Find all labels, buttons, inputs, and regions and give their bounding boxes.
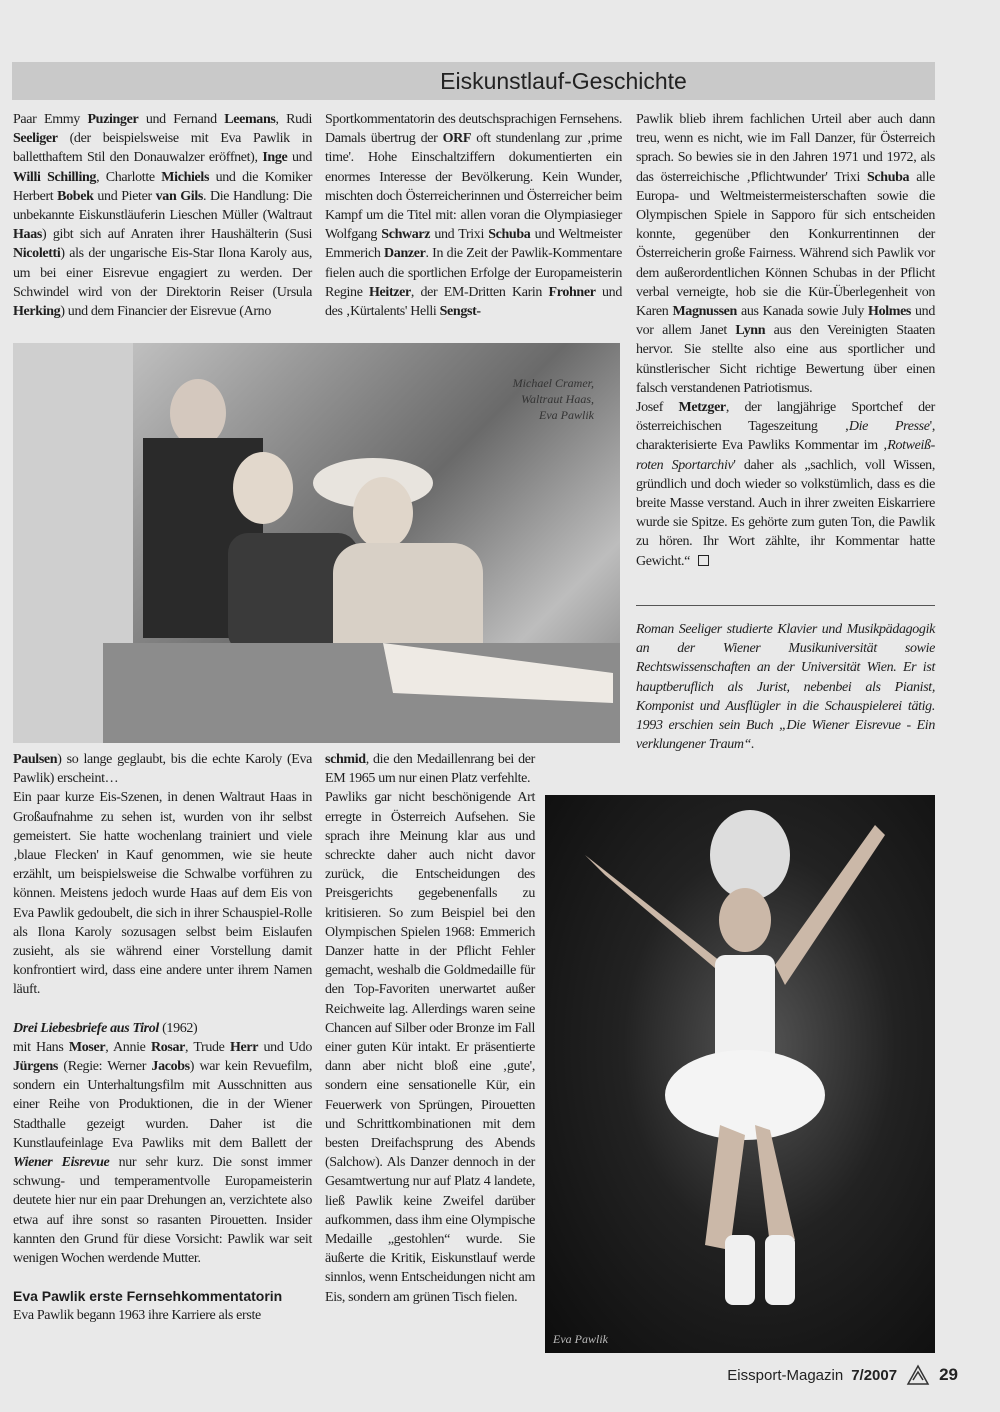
bold-name: Nicoletti	[13, 246, 61, 262]
text-run: aus Kanada sowie July	[736, 304, 869, 320]
paragraph	[325, 110, 622, 321]
bold-name: Sengst-	[439, 304, 481, 320]
text-run: Die Presse	[848, 419, 930, 435]
text-run: nur sehr kurz. Die sonst immer schwung- und temperamentvolle Europameisterin deutete hier nur ein paar Drehungen an, verzichtete also etwa auf ihre sonst so rasanten Pirouetten. Insider kannten den Grund für diese Vorsicht: Pawlik war seit wenigen Wochen werdende Mutter.	[13, 1155, 312, 1267]
paragraph	[13, 110, 312, 321]
text-run: , der langjährige Sportchef der österreichischen Tageszeitung ‚	[636, 400, 935, 435]
bold-name: Holmes	[868, 304, 912, 320]
bold-name: van Gils	[155, 188, 203, 204]
text-run: aus den Vereinigten Staaten hervor. Sie stellte also eine aus sportlicher und künstlerischer Sicht richtige Bewertung über einen falsch verstandenen Patriotismus.	[636, 323, 935, 396]
text-run: Pawlik blieb ihrem fachlichen Urteil aber auch dann treu, wenn es nicht, wie im Fall Danzer, für Österreich sprach. So bewies sie in den Jahren 1971 und 1972, als das österreichische ‚Pflichtwunder' Trixi	[636, 112, 935, 185]
column-1-bottom	[13, 750, 312, 1325]
page-number: 29	[939, 1365, 958, 1384]
bold-name: Herking	[13, 304, 61, 320]
text-run: und Udo	[258, 1039, 312, 1055]
text-run: , Charlotte	[96, 169, 162, 185]
column-2-bottom	[325, 750, 535, 1307]
bold-name: Lynn	[735, 323, 766, 339]
text-run: , Trude	[184, 1039, 230, 1055]
text-run: ', charakterisierte Eva Pawliks Kommentar im ‚	[636, 419, 935, 454]
bold-name: Bobek	[57, 188, 94, 204]
bold-name: Drei Liebesbriefe aus Tirol	[13, 1020, 159, 1036]
text-run: alle Europa- und Weltmeistermeisterschaften sowie die Olympischen Spiele in Sapporo für sich entscheiden konnte, gegenüber den Konkurrentinnen der Österreicherin große Fairness. Während sich Pawlik vor dem außerordentlichen Können Schubas in der Pflicht verbal verneigte, hob sie die Kür-Überlegenheit von Karen	[636, 169, 935, 320]
bold-name: Puzinger	[87, 112, 139, 127]
bold-name: Herr	[229, 1039, 259, 1055]
bold-name: schmid	[325, 752, 366, 767]
text-run: , Rudi	[275, 112, 312, 127]
text-run: , der EM-Dritten Karin	[410, 284, 549, 300]
bold-name: Rosar	[150, 1039, 185, 1055]
caption-line: Eva Pawlik	[539, 408, 594, 422]
bold-name: Heitzer	[369, 284, 411, 300]
bold-name: Paulsen	[13, 752, 58, 767]
paragraph	[13, 1038, 312, 1268]
bold-name: Metzger	[678, 400, 726, 416]
column-3	[636, 110, 935, 571]
text-run: und	[287, 150, 312, 166]
text-run: ) als der ungarische Eis-Star Ilona Karoly aus, um bei einer Eisrevue engagiert zu werden. Der Schwindel wird von der Direktorin Reiser (Ursula	[13, 246, 312, 300]
text-run: und Pieter	[93, 188, 156, 204]
text-run: mit Hans	[13, 1039, 69, 1055]
bold-name: Seeliger	[13, 131, 58, 147]
bold-name: Jürgens	[13, 1059, 58, 1075]
text-run: und Fernand	[138, 112, 225, 127]
end-mark-icon	[698, 555, 709, 566]
skater-photo	[545, 795, 935, 1353]
magazine-name: Eissport-Magazin	[727, 1366, 844, 1384]
paragraph	[325, 788, 535, 1306]
magazine-logo-icon	[905, 1362, 931, 1388]
paragraph	[636, 398, 935, 571]
text-run: Paar Emmy	[13, 112, 88, 127]
bold-name: Schuba	[488, 227, 531, 243]
column-2-top	[325, 110, 622, 321]
issue-number: 7/2007	[851, 1366, 898, 1384]
text-run: (der beispielsweise mit Eva Pawlik in balletthaftem Stil den Donauwalzer eröffnet),	[13, 131, 312, 166]
paragraph: Eva Pawlik begann 1963 ihre Karriere als erste	[13, 1308, 261, 1324]
section-heading: Eva Pawlik erste Fernsehkommentatorin	[13, 1288, 283, 1305]
text-run: und Trixi	[430, 227, 489, 243]
text-run: und die Komiker Herbert	[13, 169, 313, 204]
text-run: (Regie: Werner	[58, 1059, 152, 1075]
photo-caption: Eva Pawlik	[553, 1332, 608, 1346]
bold-name: Jacobs	[151, 1059, 190, 1075]
paragraph	[636, 110, 935, 398]
text-run: und des ‚Kürtalents' Helli	[325, 284, 622, 320]
text-run: Ein paar kurze Eis-Szenen, in denen Waltraut Haas in Großaufnahme zu sehen ist, wurden von ihr selbst gemeistert. Sie hatte wochenlang trainiert und viele ‚blaue Flecken' in Kauf genommen, wie sie heute erzählt, um beispielsweise die Schwalbe vorführen zu können. Meistens jedoch wurde Haas auf dem Eis von Eva Pawlik gedoubelt, die sich in ihrer Schauspiel-Rolle als Ilona Karoly sozusagen selbst beim Eislaufen zusieht, als sie während einer Vorstellung damit konfrontiert wird, dass eine andere unter ihrem Namen läuft.	[13, 790, 312, 998]
section-title: Eiskunstlauf-Geschichte	[440, 68, 687, 94]
photo-caption	[513, 375, 594, 423]
page-footer	[727, 1362, 958, 1388]
text-run: ) war kein Revuefilm, sondern ein Unterhaltungsfilm mit Ausschnitten aus einer Reihe von Produktionen, die in der Wiener Stadthalle gezeigt wurden. Daher ist die Kunstlaufeinlage Eva Pawliks mit dem Ballett der	[13, 1059, 312, 1151]
author-bio-text: Roman Seeliger studierte Klavier und Musikpädagogik an der Wiener Musikuniversität sowie Rechtswissenschaften an der Universität Wien. Er ist hauptberuflich als Jurist, nebenbei als Pianist, Komponist und Ausflügler in die Schauspielerei tätig. 1993 erschien sein Buch „Die Wiener Eisrevue - Ein verklungener Traum“.	[636, 622, 935, 753]
bold-name: Michiels	[161, 169, 210, 185]
bold-name: Willi Schilling	[13, 169, 97, 185]
column-1-top	[13, 110, 312, 321]
text-run: Pawliks gar nicht beschönigende Art erregte in Österreich Aufsehen. Sie sprach ihre Meinung klar aus und schreckte daher auch nicht davor zurück, die Entscheidungen des Preisgerichts gegebenenfalls zu kritisieren. So zum Beispiel bei den Olympischen Spielen 1968: Emmerich Danzer hatte in der Pflicht Fehler gemacht, weshalb die Goldmedaille für den Top-Favoriten unerwartet außer Reichweite lag. Allerdings waren seine Chancen auf Silber oder Bronze im Fall einer guten Kür intakt. Er präsentierte dann aber nicht bloß eine ‚gute', sondern eine sensationelle Kür, ein Feuerwerk von Sprüngen, Pirouetten und Schrittkombinationen mit dem besten Dreifachsprung des Abends (Salchow). Als Danzer dennoch in der Gesamtwertung nur auf Platz 4 landete, ließ Pawlik keine Zweifel darüber aufkommen, dass ihm eine Olympische Medaille „gestohlen“ wurde. Sie äußerte die Kritik, Eiskunstlauf werde sinnlos, wenn Entscheidungen nicht am Eis, sondern am grünen Tisch fielen.	[325, 790, 535, 1305]
text-run: . Die Handlung: Die unbekannte Eiskunstläuferin Lieschen Müller (Waltraut	[13, 188, 313, 224]
text-run: ) und dem Financier der Eisrevue (Arno	[60, 304, 271, 320]
text-run: , die den Medaillenrang bei der EM 1965 um nur einen Platz verfehlte.	[325, 752, 535, 787]
section-header	[12, 62, 935, 100]
text-run: ) so lange geglaubt, bis die echte Karoly (Eva Pawlik) erscheint…	[13, 752, 312, 787]
caption-line: Waltraut Haas,	[521, 392, 594, 406]
photo-illustration	[545, 795, 935, 1353]
text-run: Josef	[636, 400, 679, 416]
bold-name: Moser	[68, 1039, 106, 1055]
text-run: oft stundenlang zur ‚prime time'. Hohe Einschaltziffern dokumentierten ein enormes Interesse der Bevölkerung. Kein Wunder, mischten doch Österreicherinnen und Österreicher beim Kampf um die Titel mit: allen voran die Olympiasieger Wolfgang	[325, 131, 623, 243]
caption-line: Michael Cramer,	[512, 376, 594, 390]
bold-name: Magnussen	[672, 304, 737, 320]
bold-name: Leemans	[224, 112, 276, 127]
bold-name: Haas	[13, 227, 42, 243]
paragraph	[13, 788, 312, 999]
bold-name: Inge	[262, 150, 288, 166]
text-run: , Annie	[105, 1039, 151, 1055]
bold-name: Schwarz	[381, 227, 431, 243]
bold-name: Frohner	[548, 284, 596, 300]
text-run: . In die Zeit der Pawlik-Kommentare fielen auch die sportlichen Erfolge der Europameisterin Regine	[325, 246, 622, 300]
text-run: ) gibt sich auf Anraten ihrer Haushälterin (Susi	[41, 227, 312, 243]
author-bio	[636, 620, 935, 754]
bold-name: Schuba	[866, 169, 910, 185]
text-run: und vor allem Janet	[636, 304, 935, 339]
text-run: Sportkommentatorin des deutschsprachigen Fernsehens. Damals übertrug der	[325, 112, 622, 147]
text-run: (1962)	[158, 1020, 198, 1036]
paragraph	[13, 1019, 312, 1038]
bold-name: ORF	[442, 131, 472, 147]
paragraph	[13, 750, 312, 788]
text-run: und Weltmeister Emmerich	[325, 227, 622, 262]
film-still-photo	[13, 343, 620, 743]
paragraph	[325, 750, 535, 788]
divider	[636, 605, 935, 606]
bold-name: Wiener Eisrevue	[13, 1155, 110, 1171]
text-run: Rotweiß-roten Sportarchiv	[636, 438, 935, 473]
text-run: ' daher als „sachlich, voll Wissen, gründlich und doch wieder so volkstümlich, dass es die breite Masse verstand. Auch in ihrer zweiten Eiskarriere wurde sie Spitze. Es gehörte zum guten Ton, die Pawlik zu hören. Ihr Wort zählte, ihr Kommentar hatte Gewicht.“	[636, 457, 935, 569]
bold-name: Danzer	[384, 246, 426, 262]
